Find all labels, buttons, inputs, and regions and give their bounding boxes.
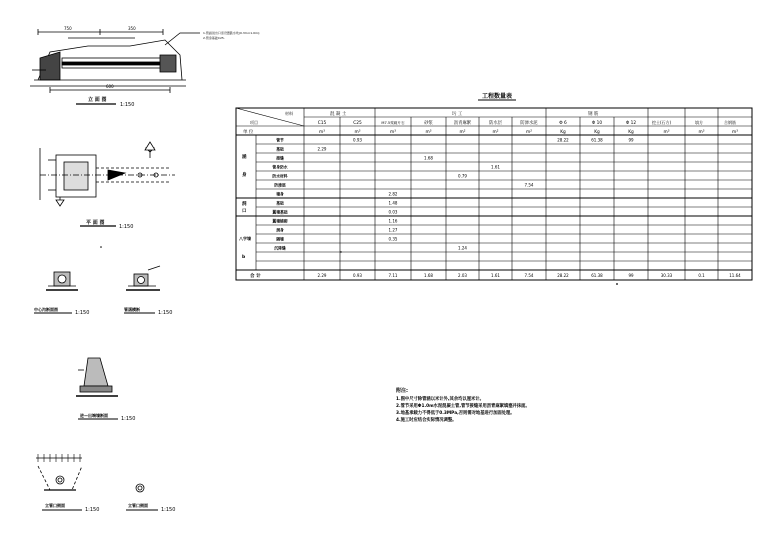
table-column-header: 防渗水泥 bbox=[520, 121, 538, 126]
plan-drawing bbox=[40, 142, 175, 206]
table-column-header: M7.5浆砌片石 bbox=[381, 121, 405, 125]
side-label-5: 八字墙 bbox=[239, 236, 251, 241]
notes-title: 附注: bbox=[396, 388, 408, 394]
side-label-4: 口 bbox=[242, 209, 247, 214]
table-cell: 1.27 bbox=[388, 227, 398, 233]
section-e-drawing bbox=[136, 484, 144, 492]
section-b-drawing bbox=[126, 266, 160, 290]
table-group-total-rebar: 合钢筋 bbox=[724, 120, 736, 125]
table-column-header: 砂浆 bbox=[424, 121, 433, 126]
elevation-note-2: 2.管身基础C25. bbox=[203, 36, 225, 40]
table-group-concrete: 混 凝 土 bbox=[330, 112, 347, 117]
side-label-6: b bbox=[242, 255, 246, 260]
table-row-name: 墙身 bbox=[276, 191, 284, 197]
table-unit-cell: m³ bbox=[354, 130, 361, 135]
table-column-header: Φ 10 bbox=[591, 121, 603, 126]
table-column-header: Φ 6 bbox=[559, 121, 567, 126]
table-unit-cell: m³ bbox=[732, 130, 738, 135]
section-a-title: 中心沟断面图 bbox=[34, 307, 58, 312]
table-total-cell: 28.22 bbox=[557, 273, 569, 278]
section-b-scale: 1:150 bbox=[158, 310, 173, 316]
table-total-cell: 7.54 bbox=[524, 273, 534, 278]
table-row-name: 管节 bbox=[276, 137, 284, 143]
table-total-cell: 0.93 bbox=[353, 273, 362, 278]
elevation-title: 立 面 图 bbox=[88, 97, 107, 103]
side-label-2: 身 bbox=[242, 173, 247, 178]
section-e-title: 立管口侧面 bbox=[128, 503, 148, 508]
section-e-scale: 1:150 bbox=[161, 507, 176, 513]
section-d-drawing bbox=[36, 454, 82, 490]
table-group-fill: 填方 bbox=[695, 120, 703, 125]
note-1: 1.图中尺寸除管涵以米计外,其余均以厘米计。 bbox=[396, 397, 484, 402]
table-row-name: 基础 bbox=[276, 146, 284, 152]
table-total-cell: 2.03 bbox=[458, 273, 467, 278]
table-total-cell: 30.33 bbox=[660, 273, 673, 278]
table-unit-cell: Kg bbox=[628, 130, 634, 135]
table-unit-cell: Kg bbox=[560, 130, 566, 135]
table-row-name: 沉降缝 bbox=[274, 245, 286, 251]
elevation-scale: 1:150 bbox=[120, 102, 135, 108]
table-row-name: 基础 bbox=[276, 200, 284, 206]
plan-scale: 1:150 bbox=[119, 224, 134, 230]
table-group-masonry: 圬 工 bbox=[452, 112, 463, 117]
table-column-header: 沥青麻絮 bbox=[453, 121, 472, 126]
table-unit-cell: m³ bbox=[319, 130, 325, 135]
elevation-dim-1: 750 bbox=[64, 26, 72, 31]
table-cell: 28.22 bbox=[557, 137, 569, 143]
table-total-cell: 11.64 bbox=[729, 273, 741, 278]
section-c-title: 进—出端墙断面 bbox=[80, 413, 108, 418]
table-cell: 0.35 bbox=[388, 236, 398, 242]
section-c-drawing bbox=[76, 358, 118, 396]
table-cell: 0.03 bbox=[388, 209, 398, 215]
table-unit-cell: m³ bbox=[698, 130, 705, 135]
table-total-cell: 7.11 bbox=[388, 273, 398, 278]
table-unit-cell: m³ bbox=[390, 130, 396, 135]
table-column-header: C15 bbox=[317, 121, 327, 126]
section-a-scale: 1:150 bbox=[75, 310, 90, 316]
table-column-header: 防水层 bbox=[489, 121, 502, 126]
table-unit-label: 单 位 bbox=[243, 130, 254, 135]
table-row-name: 翼墙铺砌 bbox=[272, 218, 288, 224]
table-total-cell: 1.68 bbox=[424, 273, 433, 278]
table-total-cell: 0.1 bbox=[698, 273, 705, 278]
table-total-cell: 1.61 bbox=[491, 273, 500, 278]
table-cell: 0.93 bbox=[353, 137, 362, 143]
plan-title: 平 面 图 bbox=[86, 220, 105, 226]
table-cell: 1.68 bbox=[424, 155, 433, 161]
table-group-excavation: 挖土(石方) bbox=[652, 120, 672, 125]
table-unit-cell: m³ bbox=[425, 130, 432, 135]
table-unit-cell: m² bbox=[526, 130, 532, 135]
table-row-name: 防水材料 bbox=[272, 173, 288, 179]
table-row-name: 翼墙基础 bbox=[272, 209, 288, 215]
table-total-label: 合 计 bbox=[250, 274, 261, 279]
elevation-dim-bottom: 600 bbox=[106, 84, 114, 89]
table-header-item: 项目 bbox=[250, 120, 258, 125]
table-title: 工程数量表 bbox=[482, 93, 513, 100]
side-label-3: 洞 bbox=[242, 202, 247, 207]
section-b-title: 管涵横断 bbox=[124, 307, 140, 312]
section-d-title: 立管口侧面 bbox=[45, 503, 65, 508]
table-cell: 61.38 bbox=[591, 137, 603, 143]
table-cell: 2.82 bbox=[388, 191, 398, 197]
elevation-drawing bbox=[30, 29, 200, 93]
table-row-name: 隔墙 bbox=[276, 236, 284, 242]
table-total-cell: 61.38 bbox=[591, 273, 603, 278]
table-row-name: 管身防水 bbox=[272, 164, 288, 170]
note-2: 2.管节采用Φ1.0m水泥混凝土管,管节接缝采用沥青麻絮填塞并抹面。 bbox=[396, 404, 530, 409]
side-label-1: 涵 bbox=[242, 155, 247, 160]
table-row-name: 接缝 bbox=[276, 155, 284, 161]
table-cell: 1.48 bbox=[388, 200, 398, 206]
table-total-cell: 99 bbox=[628, 273, 634, 278]
table-total-cell: 2.29 bbox=[317, 273, 327, 278]
table-group-rebar: 钢 筋 bbox=[588, 112, 599, 117]
note-3: 3.地基承载力不得低于0.3MPa,否则需对地基进行加固处理。 bbox=[396, 411, 515, 416]
table-cell: 2.29 bbox=[317, 146, 327, 152]
table-cell: 1.24 bbox=[458, 245, 467, 251]
section-a-drawing bbox=[46, 272, 78, 290]
table-cell: 1.61 bbox=[491, 164, 500, 170]
table-cell: 0.79 bbox=[458, 173, 467, 179]
elevation-dim-2: 350 bbox=[128, 26, 136, 31]
table-cell: 7.54 bbox=[524, 182, 534, 188]
table-row-name: 洞身 bbox=[276, 227, 284, 233]
table-cell: 1.16 bbox=[388, 218, 398, 224]
table-unit-cell: m² bbox=[459, 130, 466, 135]
table-unit-cell: Kg bbox=[594, 130, 600, 135]
elevation-note-1: 1.管涵进出口需设置跌水坎(0.3m×1.0m); bbox=[203, 31, 261, 35]
note-4: 4.施工时应结合实际情况调整。 bbox=[396, 418, 457, 423]
section-c-scale: 1:150 bbox=[121, 416, 136, 422]
table-column-header: Φ 12 bbox=[625, 121, 637, 126]
table-unit-cell: m² bbox=[492, 130, 499, 135]
section-d-scale: 1:150 bbox=[85, 507, 100, 513]
table-header-material: 材料 bbox=[285, 111, 293, 116]
table-column-header: C25 bbox=[353, 121, 362, 126]
table-unit-cell: m³ bbox=[663, 130, 670, 135]
table-cell: 99 bbox=[628, 137, 634, 143]
table-row-name: 防渗层 bbox=[274, 182, 286, 188]
